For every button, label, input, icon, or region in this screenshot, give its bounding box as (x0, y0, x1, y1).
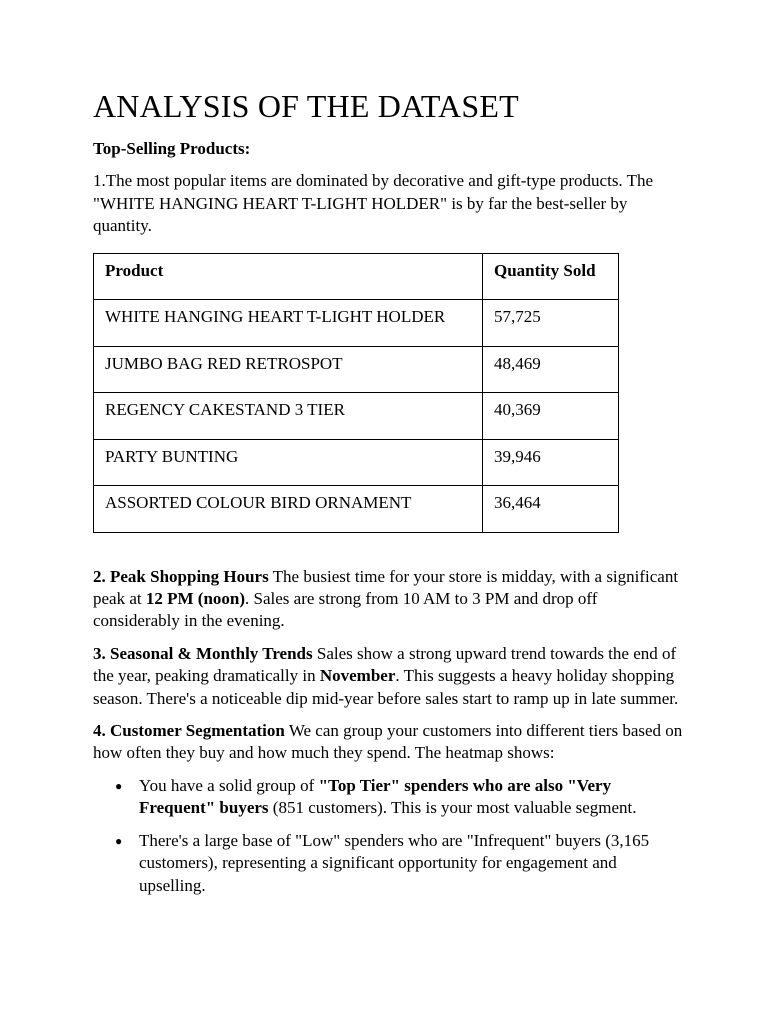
peak-hours-text-1: The busiest time for your store is midday, with a significant peak at (93, 566, 679, 609)
table-row (94, 486, 619, 533)
seasonal-bold: November (319, 666, 396, 686)
segmentation-list (93, 775, 683, 897)
quantity-cell: 40,369 (483, 393, 619, 440)
seasonal-heading: 3. Seasonal & Monthly Trends (93, 643, 313, 663)
quantity-cell: 39,946 (483, 439, 619, 486)
table-row (94, 393, 619, 440)
list-item (115, 830, 683, 897)
bullet-pre: There's a large base of "Low" spenders who are "Infrequent" buyers (3,165 customers), representing a significant opportunity for engagement and upselling. (139, 830, 650, 895)
peak-hours-bold: 12 PM (noon) (145, 589, 246, 609)
table-row (94, 439, 619, 486)
peak-hours-heading: 2. Peak Shopping Hours (93, 566, 269, 586)
bullet-post: (851 customers). This is your most valuable segment. (268, 798, 637, 818)
bullet-pre: You have a solid group of (139, 775, 319, 795)
bullet-icon: ● (115, 833, 123, 848)
peak-hours-text-2: . Sales are strong from 10 AM to 3 PM and drop off considerably in the evening. (93, 589, 598, 631)
product-cell: PARTY BUNTING (94, 439, 483, 486)
page-title: ANALYSIS OF THE DATASET (93, 88, 519, 124)
bullet-icon: ● (115, 778, 123, 793)
peak-hours-paragraph (93, 566, 683, 633)
segmentation-text-1: We can group your customers into different tiers based on how often they buy and how much they spend. The heatmap shows: (93, 721, 683, 763)
quantity-cell: 36,464 (483, 486, 619, 533)
table-row (94, 346, 619, 393)
product-cell: JUMBO BAG RED RETROSPOT (94, 346, 483, 393)
product-cell: REGENCY CAKESTAND 3 TIER (94, 393, 483, 440)
table-header-product: Product (94, 253, 483, 300)
quantity-cell: 57,725 (483, 300, 619, 347)
top-selling-heading: Top-Selling Products: (93, 139, 251, 158)
seasonal-text-1: Sales show a strong upward trend towards the end of the year, peaking dramatically in (93, 643, 677, 686)
segmentation-paragraph (93, 720, 683, 765)
segmentation-heading: 4. Customer Segmentation (93, 721, 285, 741)
seasonal-text-2: . This suggests a heavy holiday shopping season. There's a noticeable dip mid-year before sales start to ramp up in late summer. (93, 666, 679, 708)
top-products-table (93, 253, 619, 533)
product-cell: ASSORTED COLOUR BIRD ORNAMENT (94, 486, 483, 533)
table-row (94, 300, 619, 347)
quantity-cell: 48,469 (483, 346, 619, 393)
table-header-quantity: Quantity Sold (483, 253, 619, 300)
product-cell: WHITE HANGING HEART T-LIGHT HOLDER (94, 300, 483, 347)
list-item (115, 775, 683, 820)
bullet-bold: "Top Tier" spenders who are also "Very Frequent" buyers (139, 775, 612, 818)
top-selling-intro: 1.The most popular items are dominated by decorative and gift-type products. The "WHITE HANGING HEART T-LIGHT HOLDER" is by far the best-seller by quantity. (93, 171, 654, 236)
table-header-row (94, 253, 619, 300)
document-page (93, 84, 683, 907)
seasonal-paragraph (93, 643, 683, 710)
